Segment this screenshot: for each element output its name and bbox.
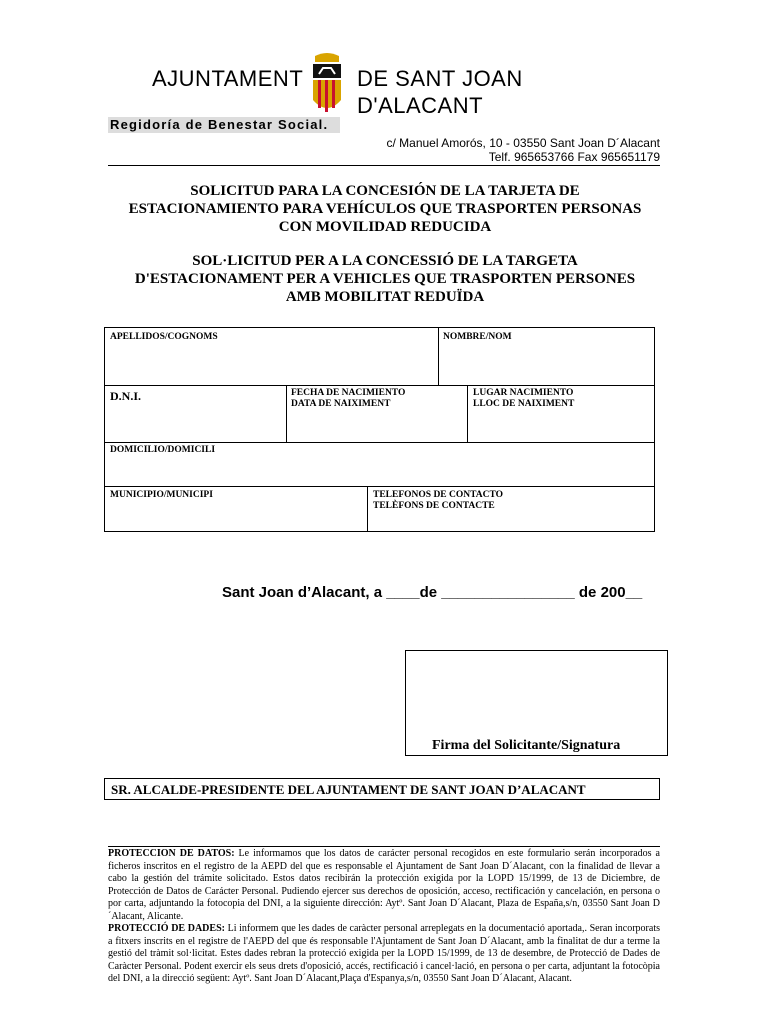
divider (438, 328, 439, 385)
field-label-va: DATA DE NAIXIMENT (291, 399, 391, 409)
field-domicilio[interactable]: DOMICILIO/DOMICILI (110, 445, 216, 455)
signature-label: Firma del Solicitante/Signatura (432, 738, 621, 753)
divider (467, 385, 468, 442)
legal-text-es: Le informamos que los datos de carácter personal recogidos en este formulario serán incorporados a ficheros inscritos en el registro de la AEPD del que es responsable el Ajuntament de Sant Joan D´Alacant, con la finalidad de llevar a cabo la gestión del trámite solicitado. Estos datos recibirán la protección exigida por la LOPD 15/1999, de 13 de Diciembre, de Protección de Datos de Carácter Personal. Pudiendo ejercer sus derechos de oposición, acceso, rectificación y cancelación, en persona o por carta, adjuntando la fotocopia del DNI, a la siguiente dirección: Aytº. Sant Joan D´Alacant, Plaza de España,s/n, 03550 Sant Joan D´Alacant, Alicante. (108, 848, 660, 922)
title-va-line1: SOL·LICITUD PER A LA CONCESSIÓ DE LA TARGETA (192, 253, 578, 269)
legal-heading-es: PROTECCION DE DATOS: (108, 848, 235, 859)
legal-divider (108, 846, 660, 847)
title-es-line3: CON MOVILIDAD REDUCIDA (278, 219, 492, 235)
field-nombre[interactable]: NOMBRE/NOM (443, 332, 512, 342)
field-label-va: LLOC DE NAIXIMENT (473, 399, 575, 409)
header-divider (108, 165, 660, 166)
field-label-es: FECHA DE NACIMIENTO (291, 388, 406, 398)
title-va-line3: AMB MOBILITAT REDUÏDA (285, 289, 485, 305)
divider (105, 385, 654, 386)
recipient-box: SR. ALCALDE-PRESIDENTE DEL AJUNTAMENT DE SANT JOAN D’ALACANT (104, 778, 660, 800)
field-lugar-nacimiento[interactable] (473, 388, 574, 410)
field-dni[interactable]: D.N.I. (110, 389, 142, 403)
logo-text-ajuntament: AJUNTAMENT (152, 66, 304, 91)
legal-heading-va: PROTECCIÓ DE DADES: (108, 923, 225, 934)
title-va-line2: D'ESTACIONAMENT PER A VEHICLES QUE TRASPORTEN PERSONES (134, 271, 636, 287)
field-label-es: TELEFONOS DE CONTACTO (373, 490, 504, 500)
title-es-line1: SOLICITUD PARA LA CONCESIÓN DE LA TARJETA DE (190, 183, 580, 199)
field-fecha-nacimiento[interactable] (291, 388, 405, 410)
phone-fax-line: Telf. 965653766 Fax 965651179 (488, 150, 660, 164)
logo-text-alacant: D'ALACANT (357, 93, 484, 118)
divider (105, 486, 654, 487)
legal-text-va: Li informem que les dades de caràcter personal arreplegats en la documentació aportada,. Seran incorporats a fitxers inscrits en el registre de l'AEPD del que és responsable l'Ajuntament de Sant Joan D´Alacant, amb la finalitat de dur a terme la gestió del tràmit sol·licitat. Estes dades rebran la protecció exigida per la LOPD 15/1999, de 13 de desembre, de Protecció de Dades de Caràcter Personal. Podent exercir els seus drets d'oposició, accés, rectificació i cancel·lació, en persona o per carta, adjuntant la fotocòpia del DNI, a la direcció següent: Aytº. Sant Joan D´Alacant,Plaça d'Espanya,s/n, 03550 Sant Joan D´Alacant, Alacant. (108, 923, 660, 984)
address-line: c/ Manuel Amorós, 10 - 03550 Sant Joan D´Alacant (386, 136, 660, 150)
field-apellidos[interactable]: APELLIDOS/COGNOMS (110, 332, 218, 342)
divider (367, 486, 368, 532)
field-label-va: TELÈFONS DE CONTACTE (373, 501, 495, 511)
data-protection-notice (108, 848, 660, 986)
divider (105, 442, 654, 443)
divider (286, 385, 287, 442)
department-label: Regidoría de Benestar Social. (108, 117, 340, 133)
logo-text-sant-joan: DE SANT JOAN (357, 66, 523, 91)
coat-of-arms-icon (307, 52, 347, 118)
field-municipio[interactable]: MUNICIPIO/MUNICIPI (110, 490, 213, 500)
field-label-es: LUGAR NACIMIENTO (473, 388, 574, 398)
title-es-line2: ESTACIONAMIENTO PARA VEHÍCULOS QUE TRASPORTEN PERSONAS (128, 201, 642, 217)
date-line[interactable]: Sant Joan d’Alacant, a ____de ________________ de 200__ (222, 584, 643, 601)
field-telefonos[interactable] (373, 490, 503, 512)
applicant-form (104, 327, 655, 532)
